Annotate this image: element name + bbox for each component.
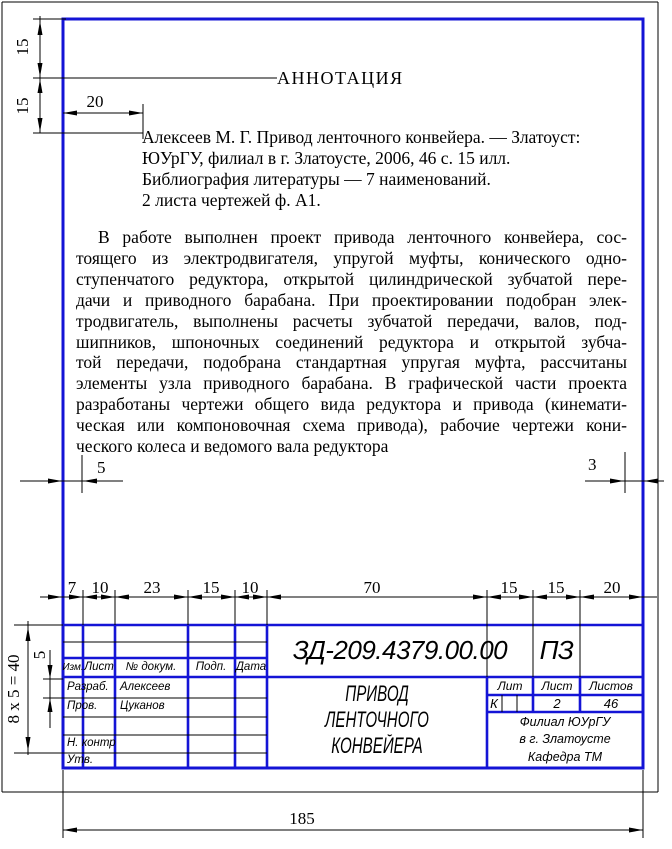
page-title: АННОТАЦИЯ [277,68,404,88]
abstract-line: тродвигатель, выполнены расчеты зубчатой передачи, валов, под- [76,310,627,331]
abstract-line: ступенчатого редуктора, открытой цилиндрической зубчатой пере- [76,268,627,289]
tb-project-title-line: КОНВЕЙЕРА [331,734,423,759]
dim-title-block-height: 8 x 5 = 40 [4,654,23,724]
dim-total-width: 185 [289,809,315,828]
abstract-line: дачи и приводного барабана. При проектировании подобран элек- [76,289,627,310]
tb-organization-line: в г. Златоусте [519,732,611,747]
bibliography-line: Алексеев М. Г. Привод ленточного конвейера. — Златоуст: [142,127,581,147]
dim-col-5: 10 [241,578,259,597]
tb-project-title-line: ЛЕНТОЧНОГО [325,708,429,733]
abstract-line: элементы узла приводного барабана. В графической части проекта [76,373,627,394]
dim-col-1: 7 [67,578,77,597]
tb-header-list: Лист [84,661,114,673]
tb-row-razrab-value: Алексеев [120,681,171,693]
abstract-line: ческая или компоновочная схема привода), рабочие чертежи кони- [76,415,627,436]
abstract-line: В работе выполнен проект привода ленточного конвейера, сос- [98,227,627,247]
tb-project-title-line: ПРИВОД [345,682,409,707]
dim-col-3: 23 [143,578,161,597]
abstract-line: тоящего из электродвигателя, упругой муфты, конического одно- [76,247,627,268]
abstract-line: шипников, шпоночных соединений редуктора и открытой зубча- [76,331,627,352]
dim-col-6: 70 [363,578,381,597]
dim-text-left-margin: 5 [97,458,106,477]
dim-title-block-row: 5 [30,650,49,660]
tb-header-izm: Изм. [62,662,84,673]
dim-col-8: 15 [547,578,565,597]
tb-organization [487,714,643,766]
dim-top-margin-upper: 15 [13,38,32,56]
abstract-line: разработаны чертежи общего вида редуктора и привода (кинемати- [76,394,627,415]
tb-sheet-value: 2 [553,696,561,711]
tb-row-utv-label: Утв. [67,754,94,766]
tb-lit-value: К [490,696,498,711]
tb-doc-number: ЗД-209.4379.00.00 [292,635,508,665]
tb-row-nkontr-label: Н. контр [67,737,116,749]
tb-doc-suffix: ПЗ [539,635,574,665]
tb-row-razrab-label: Разраб. [67,681,109,693]
dim-paragraph-indent: 20 [86,92,104,111]
dim-col-2: 10 [91,578,109,597]
dim-top-margin-lower: 15 [13,97,32,115]
tb-sheet-header: Лист [541,679,573,693]
bibliography-line: 2 листа чертежей ф. А1. [142,189,321,210]
tb-project-title [267,682,487,760]
tb-header-ndokum: № докум. [125,661,177,673]
dim-col-9: 20 [603,578,621,597]
abstract-paragraph [76,227,627,457]
abstract-line: ческого колеса и ведомого вала редуктора [76,436,389,457]
dim-col-7: 15 [500,578,518,597]
bibliography-paragraph [142,127,580,211]
tb-organization-line: Филиал ЮУрГУ [519,715,611,729]
tb-row-prov-value: Цуканов [120,700,165,712]
dim-text-right-margin: 3 [588,455,597,474]
dim-col-4: 15 [202,578,220,597]
tb-sheets-header: Листов [589,679,633,693]
abstract-line: той передачи, подобрана стандартная упругая муфта, рассчитаны [76,352,627,373]
tb-sheets-value: 46 [603,696,619,711]
bibliography-line: ЮУрГУ, филиал в г. Златоусте, 2006, 46 с. 15 илл. [142,147,511,168]
tb-organization-line: Кафедра ТМ [527,749,603,764]
tb-lit-header: Лит [497,679,523,693]
tb-header-podp: Подп. [195,661,227,673]
tb-row-prov-label: Пров. [67,700,98,712]
tb-header-data: Дата [235,661,267,673]
bibliography-line: Библиография литературы — 7 наименований. [142,168,491,189]
